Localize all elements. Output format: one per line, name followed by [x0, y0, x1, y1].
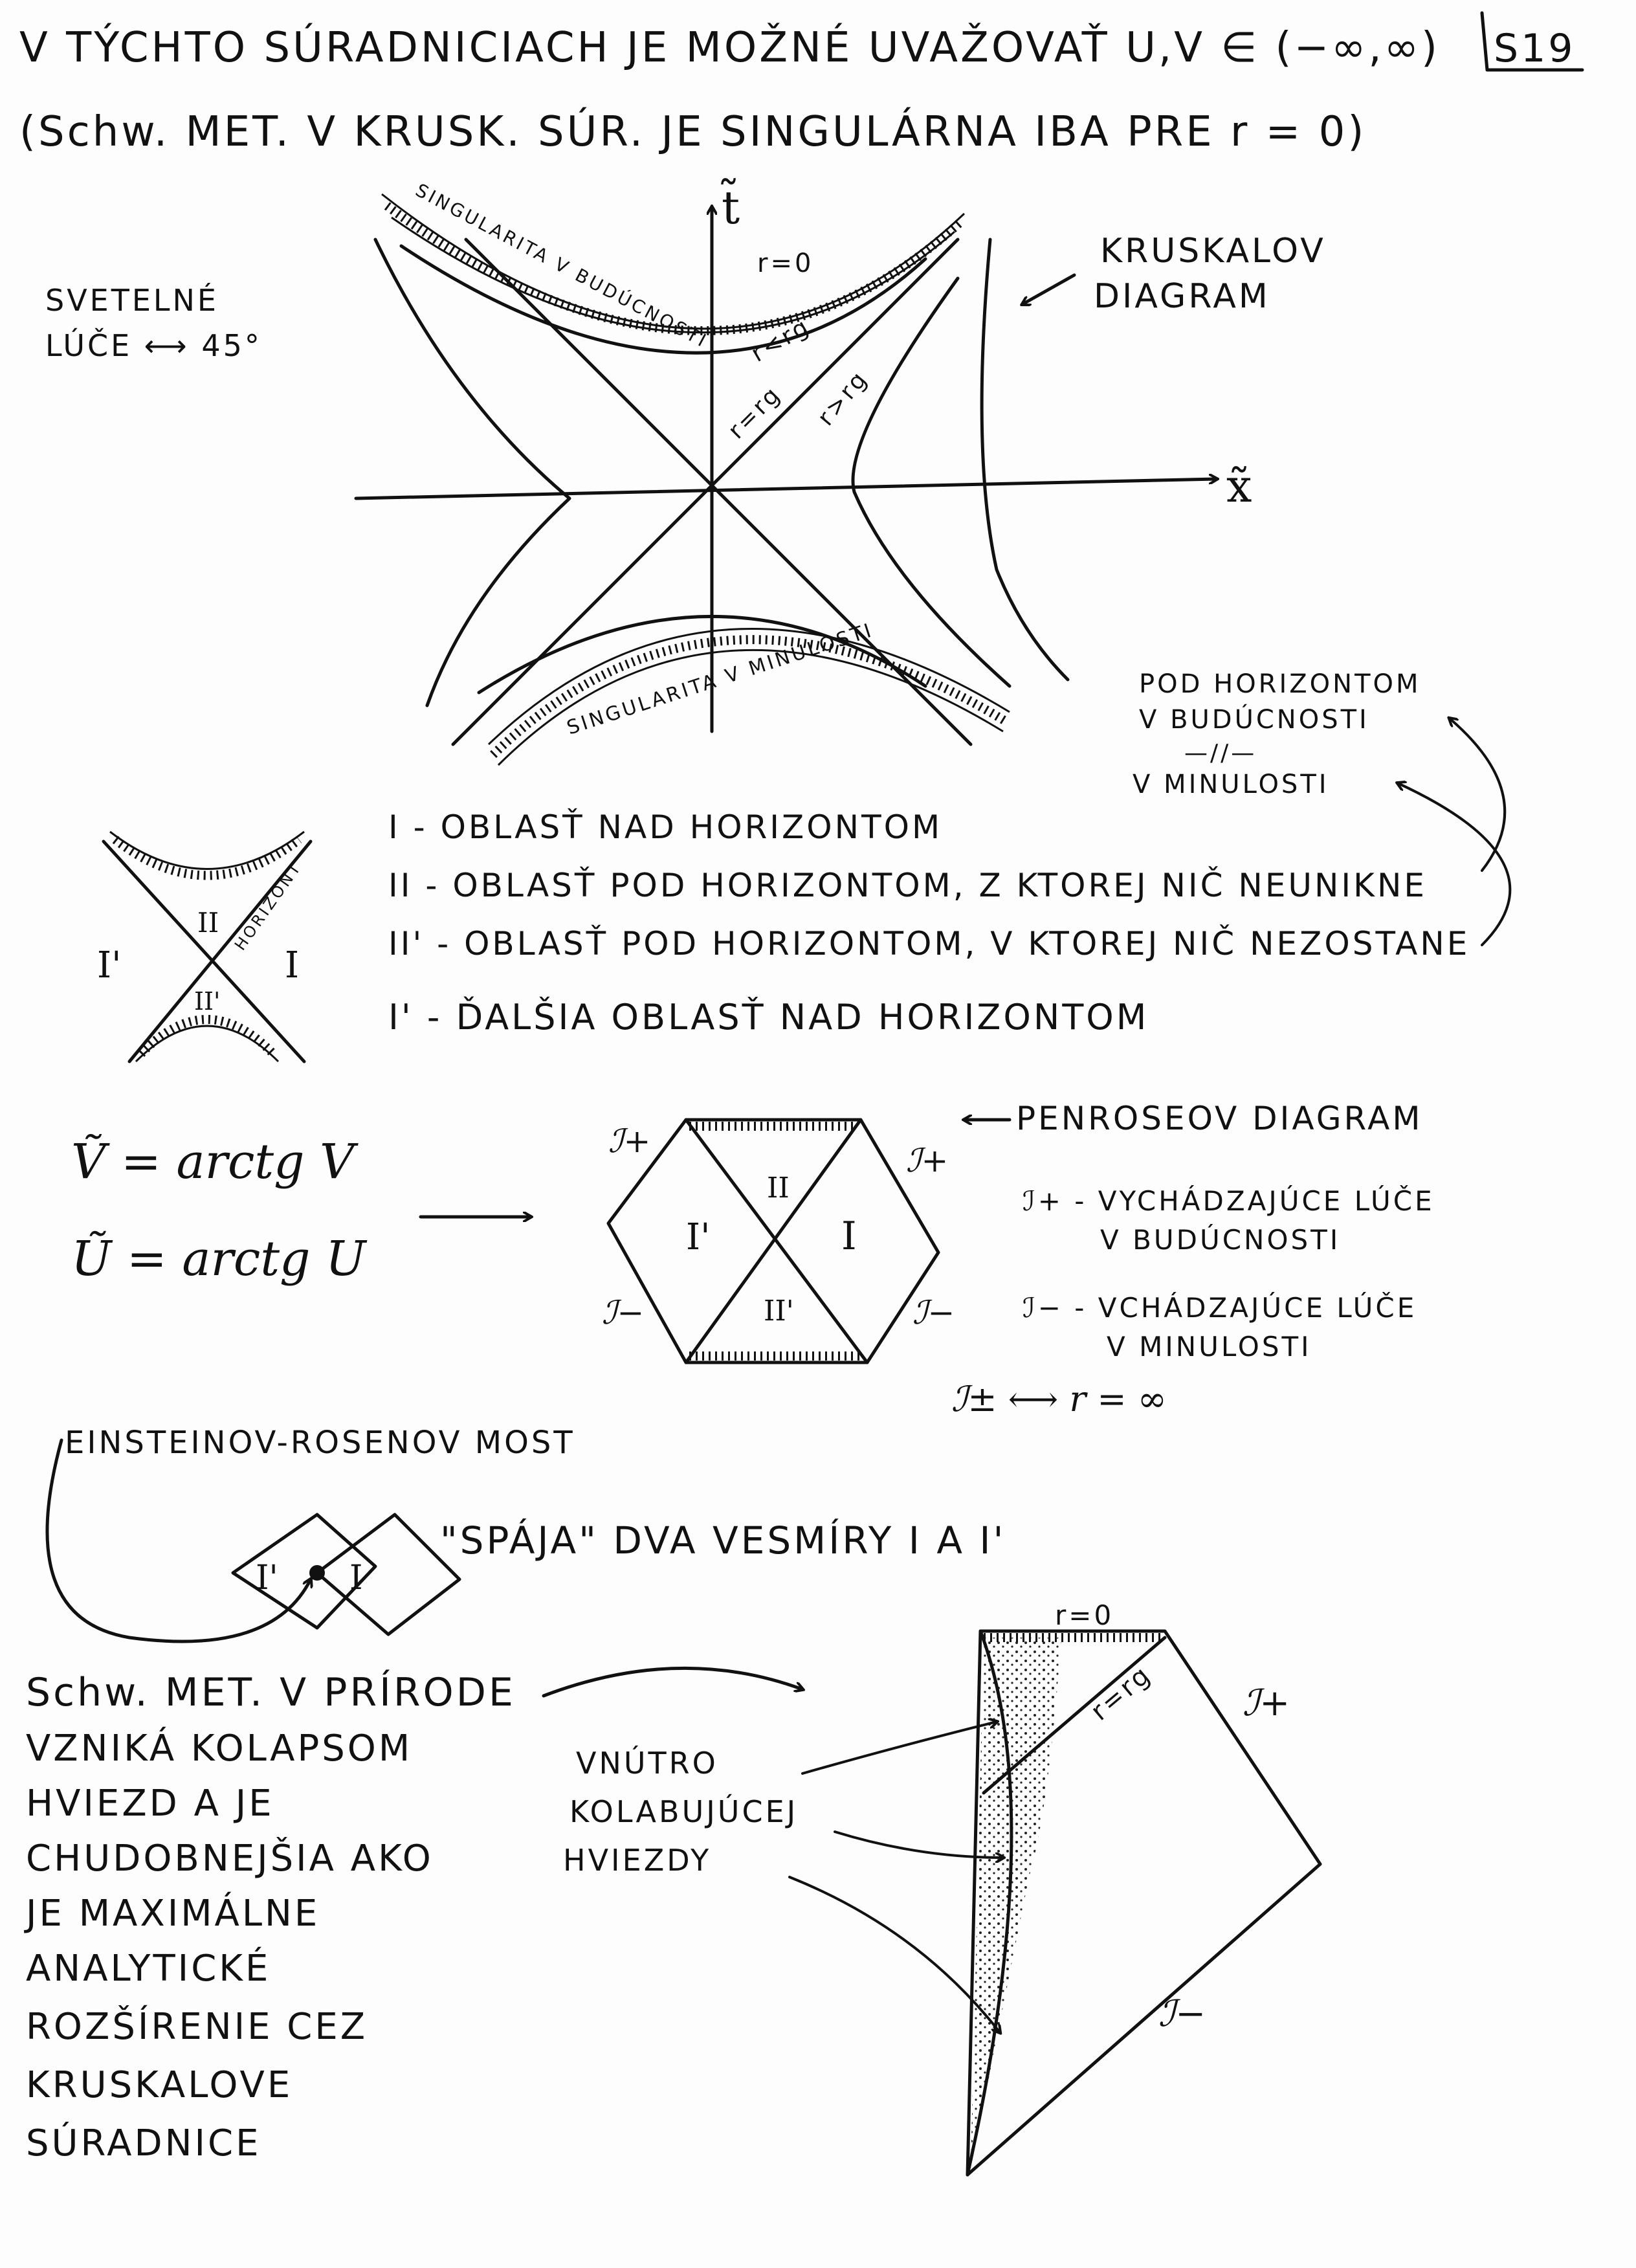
penrose-legend-infinity: ℐ± ⟷ r = ∞	[951, 1379, 1167, 1419]
header-line-1: V TÝCHTO SÚRADNICIACH JE MOŽNÉ UVAŽOVAŤ U,V ∈ (−∞,∞)	[19, 24, 1440, 72]
star-arrow-1	[802, 1722, 997, 1773]
small-horizont-label: HORIZONT	[230, 858, 306, 954]
collapse-line-8: KRUSKALOVE	[26, 2064, 293, 2106]
note-line-4: V MINULOSTI	[1133, 770, 1329, 799]
collapse-line-1: Schw. MET. V PRÍRODE	[26, 1670, 516, 1715]
label-r-less-rg: r<rg	[747, 313, 815, 368]
penrose-eq-1: Ṽ = arctg V	[71, 1134, 355, 1190]
collapse-scri-minus: ℐ−	[1158, 1993, 1206, 2035]
bridge-caption: "SPÁJA" DVA VESMÍRY I A I'	[440, 1518, 1006, 1562]
past-singularity-label: SINGULARITA V MINULOSTI	[564, 619, 877, 740]
kruskal-title-2: DIAGRAM	[1094, 277, 1270, 316]
penrose-diagram	[71, 1100, 1435, 1419]
t-axis-label: t̃	[722, 181, 740, 234]
region-line-I: I - OBLASŤ NAD HORIZONTOM	[388, 808, 943, 846]
future-singularity-label: SINGULARITA V BUDÚCNOSTI	[412, 179, 712, 353]
bridge-title: EINSTEINOV-ROSENOV MOST	[65, 1425, 575, 1461]
note-arrow-past	[1398, 783, 1510, 945]
small-past-singularity	[136, 1026, 278, 1062]
collapse-line-4: CHUDOBNEJŠIA AKO	[26, 1838, 434, 1880]
note-arrow-future	[1450, 718, 1505, 871]
star-arrow-2	[835, 1832, 1003, 1858]
collapse-text	[24, 1668, 802, 2164]
penrose-legend-plus-2: V BUDÚCNOSTI	[1100, 1224, 1341, 1256]
note-line-3: —//—	[1184, 740, 1257, 766]
header	[19, 13, 1582, 156]
penrose-scri-plus-right: ℐ+	[906, 1142, 949, 1179]
penrose-legend-plus-1: ℐ+ - VYCHÁDZAJÚCE LÚČE	[1022, 1185, 1435, 1217]
penrose-region-Ip: I'	[686, 1216, 711, 1258]
small-region-II: II	[197, 907, 219, 939]
header-line-2: (Schw. MET. V KRUSK. SÚR. JE SINGULÁRNA IBA PRE r = 0)	[19, 108, 1367, 156]
x-axis	[356, 479, 1217, 498]
collapse-line-7: ROZŠÍRENIE CEZ	[26, 2006, 368, 2048]
collapse-label-rg: r=rg	[1085, 1659, 1158, 1727]
penrose-scri-minus-right: ℐ−	[912, 1294, 955, 1331]
collapse-diagram	[563, 1599, 1320, 2175]
collapse-line-5: JE MAXIMÁLNE	[26, 1893, 320, 1935]
small-future-singularity	[110, 832, 304, 869]
label-r-zero: r=0	[757, 249, 814, 278]
penrose-title: PENROSEOV DIAGRAM	[1016, 1100, 1423, 1137]
penrose-eq-2: Ũ = arctg U	[71, 1231, 366, 1287]
penrose-scri-plus-left: ℐ+	[608, 1122, 651, 1160]
bridge-region-Ip: I'	[256, 1559, 278, 1597]
kruskal-title-arrow	[1022, 275, 1074, 304]
penrose-legend-minus-1: ℐ− - VCHÁDZAJÚCE LÚČE	[1022, 1292, 1417, 1324]
small-future-singularity-hatch	[115, 839, 299, 876]
region-line-Ip: I' - ĎALŠIA OBLASŤ NAD HORIZONTOM	[388, 997, 1149, 1038]
star-label-3: HVIEZDY	[563, 1843, 712, 1878]
collapse-scri-plus: ℐ+	[1243, 1682, 1290, 1724]
collapse-arrow	[544, 1668, 802, 1696]
light-rays-label-2: LÚČE ⟷ 45°	[45, 328, 262, 363]
collapse-label-r0: r=0	[1055, 1599, 1114, 1631]
small-region-IIp: II'	[194, 987, 221, 1016]
penrose-legend-minus-2: V MINULOSTI	[1107, 1331, 1312, 1362]
kruskal-diagram	[45, 179, 1326, 765]
penrose-region-IIp: II'	[764, 1295, 794, 1328]
collapse-line-2: VZNIKÁ KOLAPSOM	[26, 1728, 413, 1770]
einstein-rosen-bridge	[47, 1425, 1006, 1641]
note-line-1: POD HORIZONTOM	[1139, 669, 1421, 699]
collapse-line-3: HVIEZD A JE	[26, 1783, 274, 1825]
collapse-line-9: SÚRADNICE	[26, 2122, 261, 2164]
penrose-scri-minus-left: ℐ−	[602, 1294, 645, 1331]
star-label-1: VNÚTRO	[576, 1746, 718, 1781]
collapse-line-6: ANALYTICKÉ	[26, 1948, 271, 1990]
bridge-region-I: I	[349, 1559, 363, 1597]
x-axis-label: x̃	[1226, 460, 1252, 513]
bridge-throat-dot	[309, 1565, 325, 1581]
small-region-I: I	[285, 944, 300, 986]
star-label-2: KOLABUJÚCEJ	[569, 1794, 799, 1829]
regions-diagram	[97, 669, 1510, 1062]
region-line-II: II - OBLASŤ POD HORIZONTOM, Z KTOREJ NIČ NEUNIKNE	[388, 867, 1427, 904]
label-r-equal-rg: r=rg	[723, 381, 787, 445]
small-region-Ip: I'	[97, 944, 122, 986]
hyperbola-right-outer	[982, 239, 1068, 680]
note-line-2: V BUDÚCNOSTI	[1139, 705, 1369, 735]
star-arrow-3	[790, 1877, 1000, 2032]
hyperbola-left	[375, 239, 569, 706]
page-number: S19	[1494, 26, 1576, 71]
bridge-arrow	[47, 1440, 311, 1641]
penrose-region-I: I	[841, 1214, 857, 1259]
label-r-greater-rg: r>rg	[812, 365, 874, 431]
region-line-IIp: II' - OBLASŤ POD HORIZONTOM, V KTOREJ NIČ NEZOSTANE	[388, 925, 1470, 962]
kruskal-title-1: KRUSKALOV	[1100, 232, 1326, 271]
penrose-region-II: II	[767, 1172, 790, 1205]
light-rays-label-1: SVETELNÉ	[45, 283, 219, 318]
